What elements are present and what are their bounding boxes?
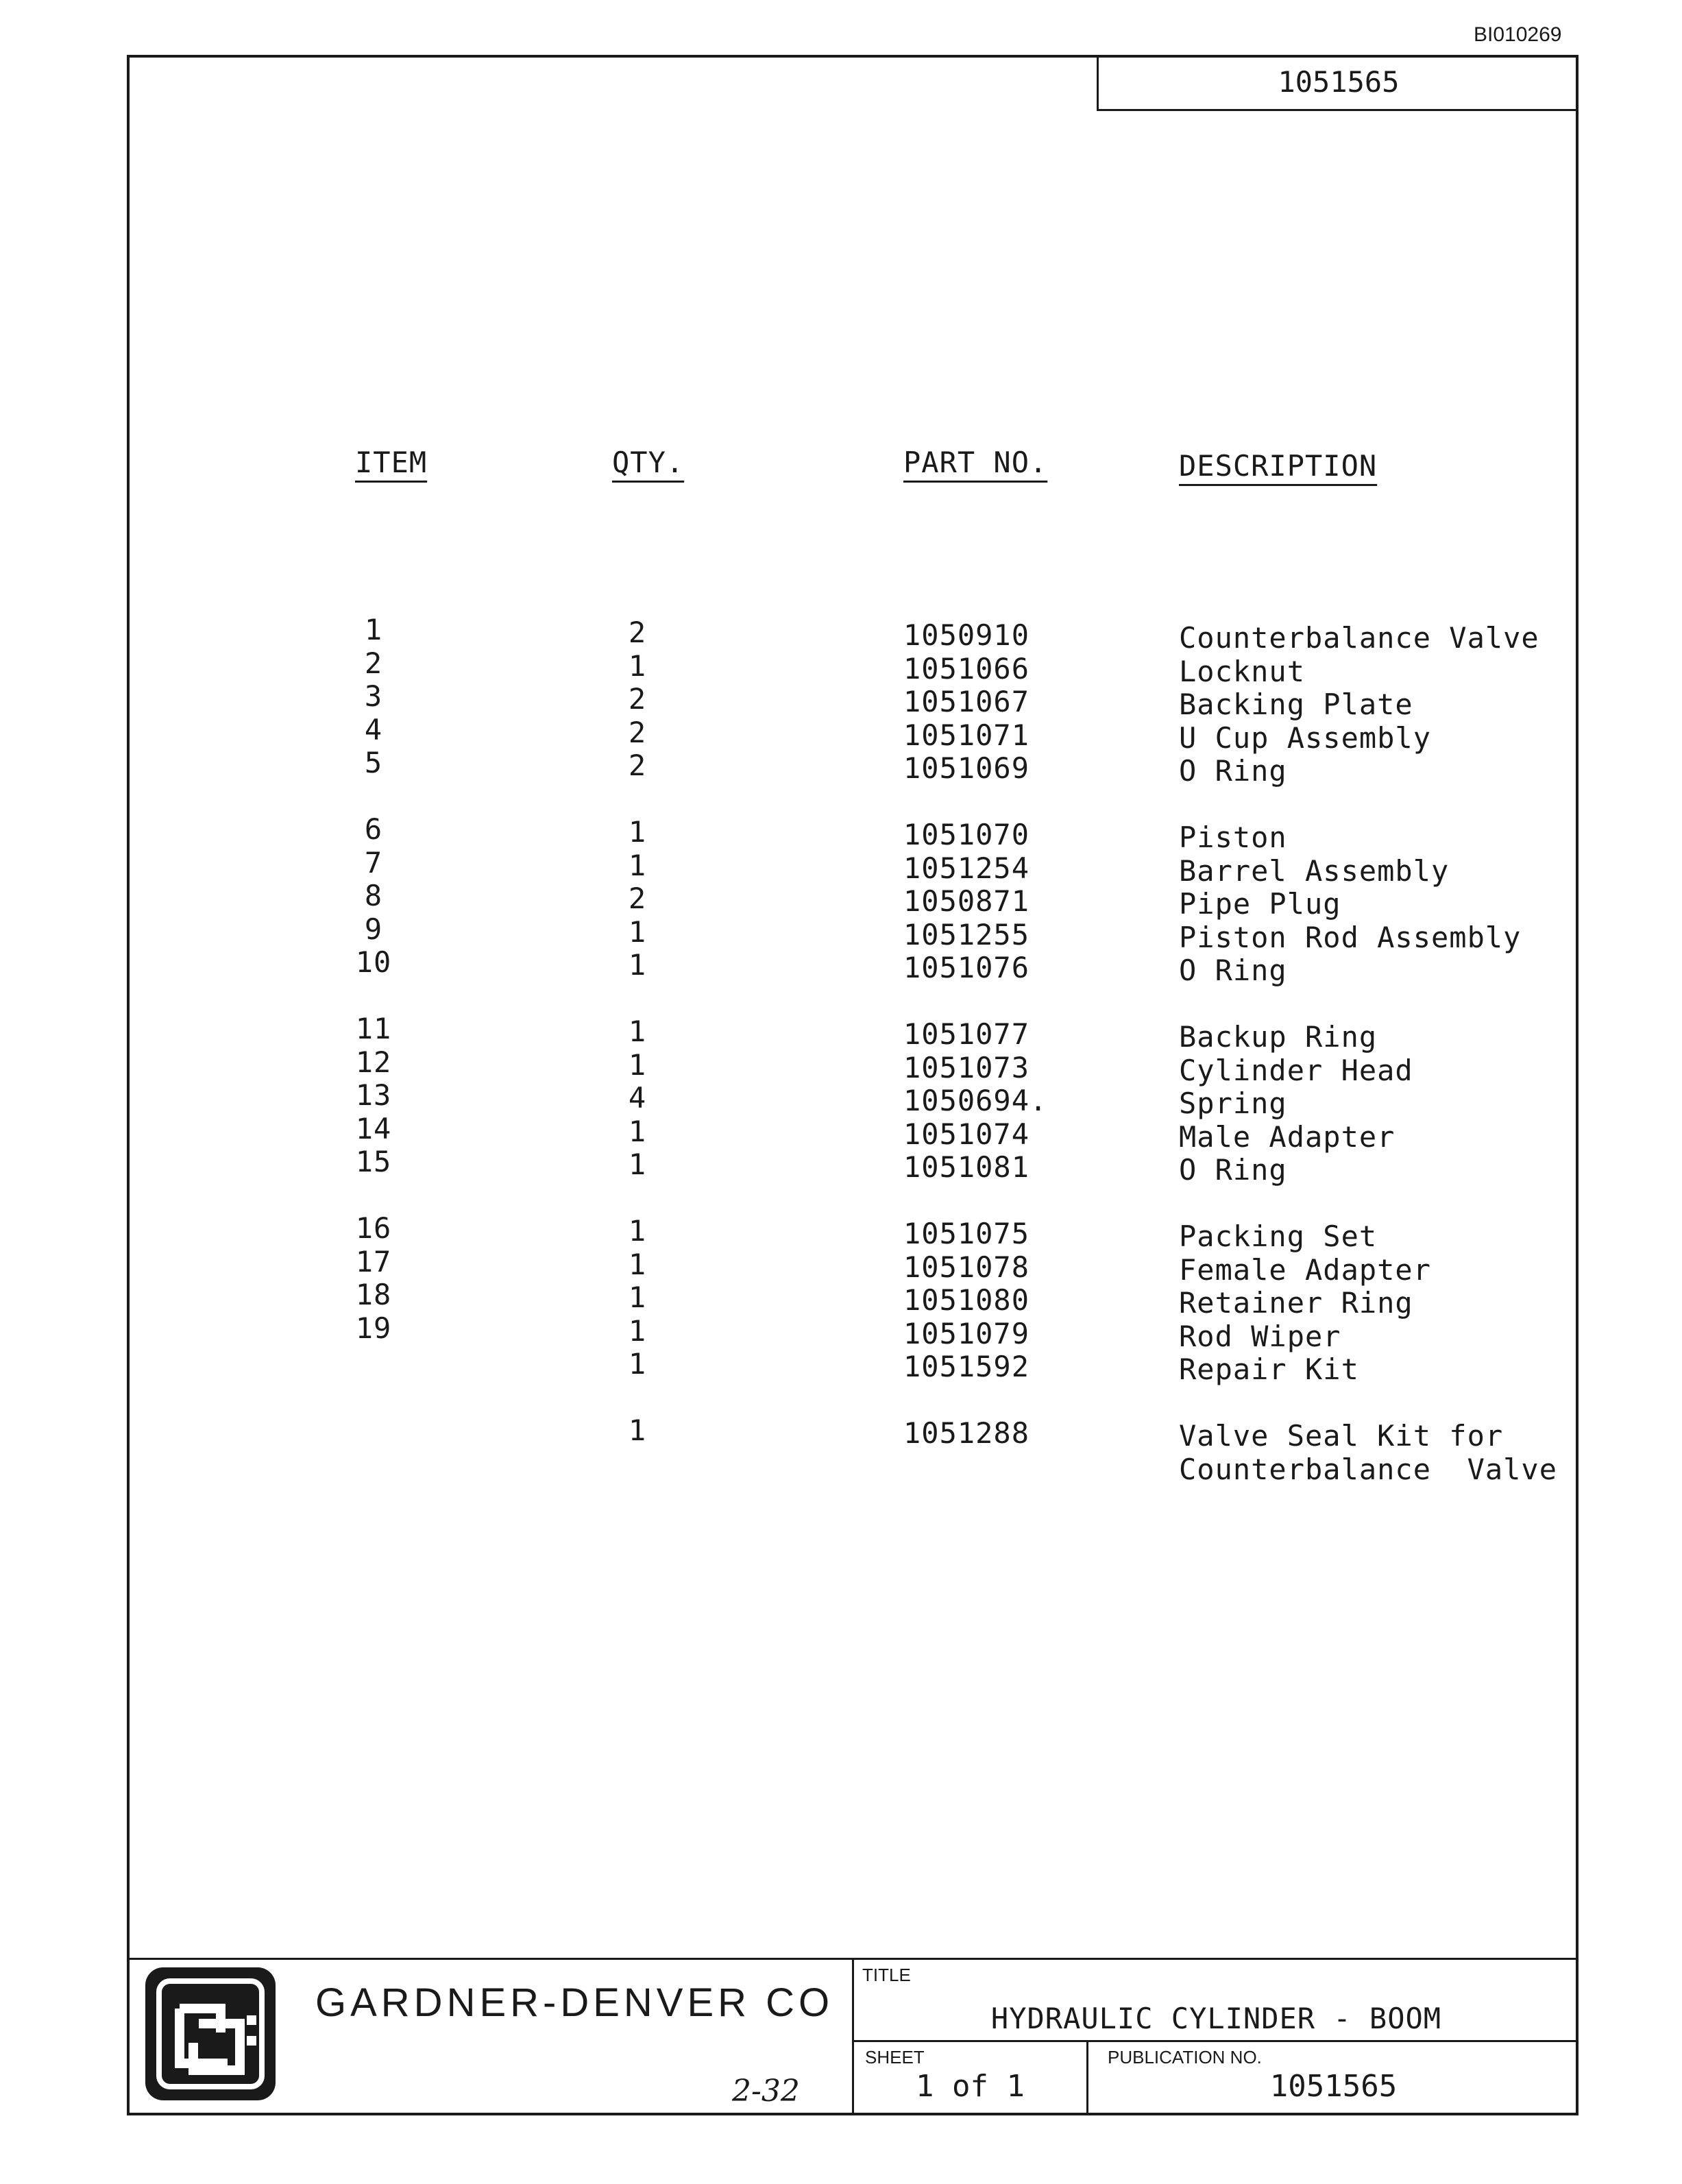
description: Piston Rod Assembly — [1179, 920, 1522, 954]
item-number: 10 — [355, 945, 392, 979]
description: Rod Wiper — [1179, 1319, 1341, 1353]
description: Packing Set — [1179, 1220, 1378, 1253]
header-qty: QTY. — [612, 446, 685, 479]
part-number: 1051078 — [903, 1250, 1030, 1284]
description: Spring — [1179, 1087, 1287, 1120]
item-number: 13 — [355, 1078, 392, 1112]
description: U Cup Assembly — [1179, 720, 1432, 755]
description: O Ring — [1179, 954, 1287, 987]
header-description: DESCRIPTION — [1179, 449, 1378, 483]
drawing-title: HYDRAULIC CYLINDER - BOOM — [990, 2002, 1442, 2035]
quantity: 1 — [628, 914, 647, 949]
quantity: 2 — [628, 715, 647, 749]
description: Locknut — [1179, 654, 1306, 688]
description: Retainer Ring — [1179, 1286, 1413, 1320]
part-number: 1050694. — [903, 1084, 1048, 1117]
description: Valve Seal Kit for — [1179, 1419, 1504, 1453]
part-number: 1051069 — [903, 751, 1030, 785]
part-number: 1050910 — [903, 618, 1030, 652]
description: Cylinder Head — [1179, 1053, 1413, 1087]
description: Male Adapter — [1179, 1119, 1395, 1154]
part-number: 1051255 — [903, 917, 1030, 951]
item-number: 17 — [355, 1244, 392, 1278]
item-number: 2 — [364, 646, 383, 680]
part-number: 1051067 — [903, 685, 1030, 718]
item-number: 5 — [364, 746, 383, 779]
part-number: 1050871 — [903, 884, 1030, 918]
item-number: 3 — [364, 679, 383, 713]
publication-number: 1051565 — [1269, 2069, 1398, 2104]
top-part-number-box — [1097, 55, 1579, 111]
description: Pipe Plug — [1179, 887, 1341, 921]
quantity: 1 — [628, 1413, 647, 1447]
part-number: 1051080 — [903, 1283, 1030, 1317]
description: Barrel Assembly — [1179, 853, 1450, 888]
quantity: 1 — [628, 848, 647, 882]
part-number: 1051254 — [903, 851, 1030, 885]
item-number: 15 — [355, 1145, 392, 1178]
title-block-divider — [852, 2040, 1579, 2042]
item-number: 8 — [364, 879, 383, 912]
part-number: 1051076 — [903, 951, 1030, 984]
item-number: 9 — [364, 912, 383, 946]
item-number: 19 — [355, 1311, 392, 1345]
quantity: 1 — [628, 1148, 647, 1181]
part-number: 1051071 — [903, 718, 1030, 752]
part-number: 1051288 — [903, 1416, 1030, 1450]
title-label: TITLE — [862, 1965, 911, 1985]
quantity: 1 — [628, 1281, 647, 1314]
quantity: 1 — [628, 1347, 647, 1381]
quantity: 2 — [628, 882, 647, 915]
part-number: 1051073 — [903, 1050, 1030, 1084]
item-number: 11 — [355, 1012, 392, 1045]
quantity: 1 — [628, 1214, 647, 1248]
part-number: 1051075 — [903, 1217, 1030, 1250]
part-number: 1051077 — [903, 1017, 1030, 1051]
sheet-value: 1 of 1 — [916, 2069, 1025, 2104]
quantity: 1 — [628, 1015, 647, 1048]
quantity: 4 — [628, 1081, 647, 1115]
item-number: 1 — [364, 613, 383, 646]
quantity: 1 — [628, 1247, 647, 1281]
sheet-label: SHEET — [865, 2047, 925, 2067]
part-number: 1051081 — [903, 1150, 1030, 1184]
description: O Ring — [1179, 1153, 1287, 1187]
part-number: 1051070 — [903, 818, 1030, 851]
description: Piston — [1179, 821, 1287, 854]
description: Female Adapter — [1179, 1252, 1432, 1287]
item-number: 7 — [364, 845, 383, 879]
quantity: 2 — [628, 682, 647, 716]
item-number: 14 — [355, 1111, 392, 1145]
item-number: 6 — [364, 812, 383, 846]
description: Repair Kit — [1179, 1352, 1359, 1386]
part-number: 1051592 — [903, 1350, 1030, 1383]
quantity: 1 — [628, 1114, 647, 1148]
item-number: 16 — [355, 1211, 392, 1245]
header-part-no: PART NO. — [903, 446, 1048, 479]
part-number: 1051079 — [903, 1316, 1030, 1350]
item-number: 18 — [355, 1278, 392, 1311]
quantity: 1 — [628, 815, 647, 849]
item-number: 4 — [364, 712, 383, 747]
publication-label: PUBLICATION NO. — [1108, 2047, 1262, 2067]
document-id: BI010269 — [1474, 23, 1562, 46]
quantity: 1 — [628, 1313, 647, 1348]
description: O Ring — [1179, 754, 1287, 788]
company-logo — [145, 1967, 276, 2100]
item-number: 12 — [355, 1045, 392, 1079]
description-continuation: Counterbalance Valve — [1179, 1452, 1558, 1486]
header-item: ITEM — [355, 446, 428, 479]
description: Backing Plate — [1179, 688, 1413, 721]
description: Counterbalance Valve — [1179, 621, 1539, 655]
top-part-number: 1051565 — [1278, 65, 1400, 99]
page-mark: 2-32 — [732, 2074, 800, 2109]
quantity: 2 — [628, 749, 647, 782]
quantity: 1 — [628, 1047, 647, 1082]
description: Backup Ring — [1179, 1020, 1378, 1054]
quantity: 2 — [628, 616, 647, 649]
quantity: 1 — [628, 948, 647, 982]
part-number: 1051074 — [903, 1117, 1030, 1151]
part-number: 1051066 — [903, 651, 1030, 685]
company-name: GARDNER-DENVER CO — [315, 1980, 834, 2025]
quantity: 1 — [628, 648, 647, 683]
